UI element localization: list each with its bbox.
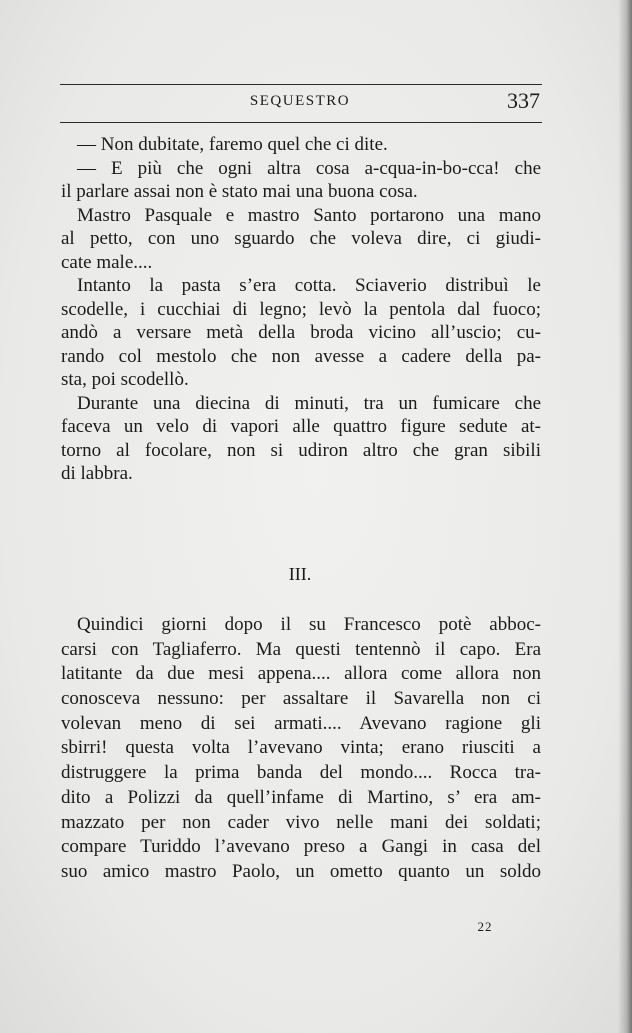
text-line: latitante da due mesi appena.... allora come allora non: [61, 663, 541, 685]
text-line: — Non dubitate, faremo quel che ci dite.: [77, 134, 388, 155]
text-line: mazzato per non cader vivo nelle mani dei soldati;: [61, 811, 541, 833]
text-line: rando col mestolo che non avesse a cadere della pa-: [61, 345, 541, 367]
text-line: faceva un velo di vapori alle quattro figure sedute at-: [61, 416, 541, 437]
text-block-bottom: [61, 613, 541, 885]
running-title: SEQUESTRO: [249, 93, 351, 109]
text-line: distruggere la prima banda del mondo.... Rocca tra-: [61, 762, 541, 784]
text-line: compare Turiddo l’avevano preso a Gangi in casa del: [61, 836, 541, 858]
text-line: carsi con Tagliaferro. Ma questi tentennò il capo. Era: [61, 638, 541, 660]
text-line: Durante una diecina di minuti, tra un fumicare che: [77, 392, 541, 414]
text-line: scodelle, i cucchiai di legno; levò la pentola dal fuoco;: [61, 298, 541, 320]
text-line: Mastro Pasquale e mastro Santo portarono una mano: [77, 204, 541, 226]
text-line: Quindici giorni dopo il su Francesco potè abboc-: [77, 614, 541, 635]
text-line: conosceva nessuno: per assaltare il Savarella non ci: [61, 688, 541, 710]
text-line: il parlare assai non è stato mai una buona cosa.: [61, 181, 418, 202]
page-number: 337: [507, 88, 540, 113]
text-line: al petto, con uno sguardo che voleva dire, ci giudi-: [61, 228, 541, 249]
text-line: torno al focolare, non si udiron altro che gran sibili: [61, 439, 541, 461]
text-line: — E più che ogni altra cosa a-cqua-in-bo-cca! che: [77, 157, 541, 179]
text-block-top: [61, 133, 541, 486]
text-line: dito a Polizzi da quell’infame di Martino, s’ era am-: [61, 786, 541, 808]
text-line: volevan meno di sei armati.... Avevano ragione gli: [61, 712, 541, 734]
text-line: di labbra.: [61, 463, 133, 484]
header-rule-bottom: [60, 122, 542, 123]
text-line: suo amico mastro Paolo, un ometto quanto un soldo: [61, 860, 541, 882]
text-line: sbirri! questa volta l’avevano vinta; erano riusciti a: [61, 737, 541, 759]
text-line: cate male....: [61, 251, 153, 273]
header-rule-top: [60, 84, 542, 85]
text-line: Intanto la pasta s’era cotta. Sciaverio distribuì le: [77, 275, 541, 296]
section-heading: III.: [288, 564, 312, 584]
signature-mark: 22: [477, 919, 493, 934]
text-line: sta, poi scodellò.: [61, 369, 189, 390]
page-edge-shadow: [618, 0, 632, 1033]
text-line: andò a versare metà della broda vicino all’uscio; cu-: [61, 322, 541, 343]
